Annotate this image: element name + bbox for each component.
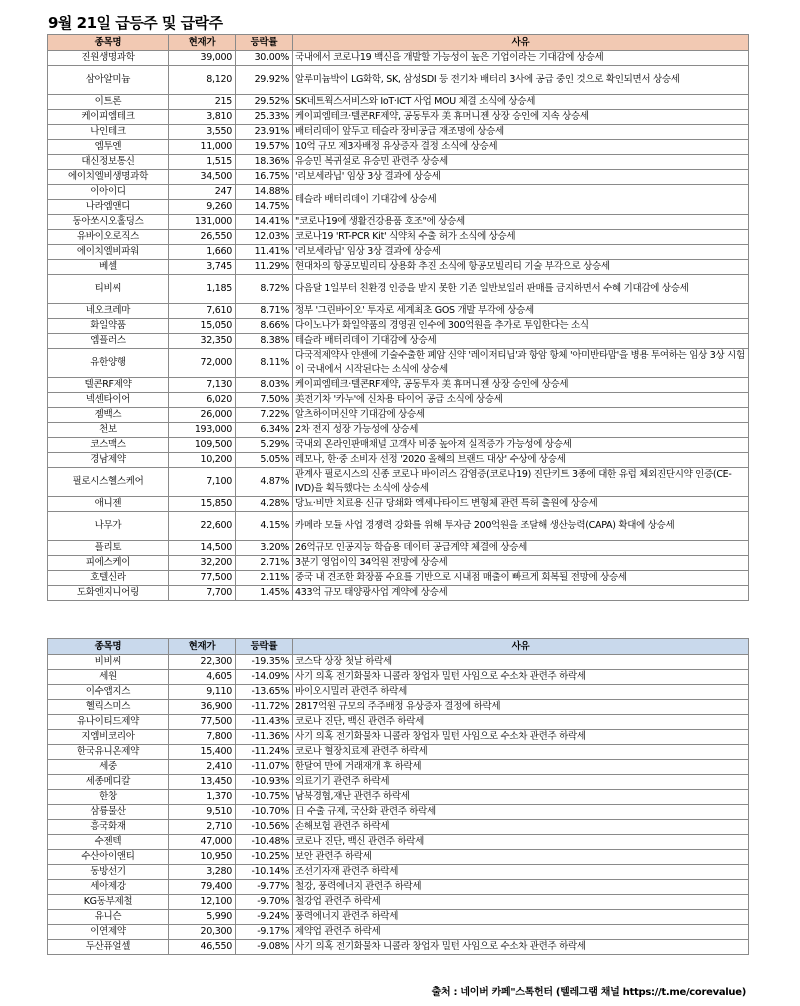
stock-price: 9,110 [169, 685, 236, 700]
stock-name: 텔콘RF제약 [48, 378, 169, 393]
stock-change: 11.41% [236, 245, 293, 260]
stock-reason: 코로나 진단, 백신 관련주 하락세 [293, 835, 749, 850]
stock-price: 3,550 [169, 125, 236, 140]
stock-reason: 보안 관련주 하락세 [293, 850, 749, 865]
stock-name: 필로시스헬스케어 [48, 468, 169, 497]
table-row [48, 850, 749, 865]
stock-price: 1,370 [169, 790, 236, 805]
table-row [48, 655, 749, 670]
table-row [48, 408, 749, 423]
stock-price: 131,000 [169, 215, 236, 230]
stock-name: KG동부제철 [48, 895, 169, 910]
stock-change: -9.70% [236, 895, 293, 910]
stock-change: 7.22% [236, 408, 293, 423]
stock-price: 247 [169, 185, 236, 200]
table-row [48, 125, 749, 140]
stock-price: 5,990 [169, 910, 236, 925]
stock-name: 두산퓨얼셀 [48, 940, 169, 955]
stock-price: 72,000 [169, 349, 236, 378]
stock-name: 수산아이앤티 [48, 850, 169, 865]
stock-change: 5.29% [236, 438, 293, 453]
table-row [48, 790, 749, 805]
stock-price: 15,850 [169, 497, 236, 512]
stock-name: 케이피엠테크 [48, 110, 169, 125]
stock-reason: '리보세라닙' 임상 3상 결과에 상승세 [293, 245, 749, 260]
stock-price: 77,500 [169, 571, 236, 586]
stock-name: 이아이디 [48, 185, 169, 200]
stock-change: -10.56% [236, 820, 293, 835]
stock-reason: 남북경협,재난 관련주 하락세 [293, 790, 749, 805]
stock-name: 동아쏘시오홀딩스 [48, 215, 169, 230]
stock-price: 7,800 [169, 730, 236, 745]
stock-reason: 관계사 필로시스의 신종 코로나 바이러스 감염증(코로나19) 진단키트 3종에 대한 유럽 체외진단시약 인증(CE-IVD)을 획득했다는 소식에 상승세 [293, 468, 749, 497]
header-reason: 사유 [293, 35, 749, 51]
stock-price: 20,300 [169, 925, 236, 940]
stock-name: 에이치엘비생명과학 [48, 170, 169, 185]
stock-reason: 제약업 관련주 하락세 [293, 925, 749, 940]
stock-name: 유나이티드제약 [48, 715, 169, 730]
table-row [48, 170, 749, 185]
stock-reason: 철강, 풍력에너지 관련주 하락세 [293, 880, 749, 895]
stock-reason: 433억 규모 태양광사업 계약에 상승세 [293, 586, 749, 601]
stock-price: 193,000 [169, 423, 236, 438]
stock-name: 이연제약 [48, 925, 169, 940]
stock-reason: 손해보험 관련주 하락세 [293, 820, 749, 835]
stock-reason: 조선기자재 관련주 하락세 [293, 865, 749, 880]
table-row [48, 925, 749, 940]
stock-change: 19.57% [236, 140, 293, 155]
stock-name: 도화엔지니어링 [48, 586, 169, 601]
table-row [48, 497, 749, 512]
table-row [48, 319, 749, 334]
stock-reason: 바이오시밀러 관련주 하락세 [293, 685, 749, 700]
table-row [48, 215, 749, 230]
table-row [48, 805, 749, 820]
table-row [48, 51, 749, 66]
stock-reason: 테슬라 배터리데이 기대감에 상승세 [293, 185, 749, 215]
table-row [48, 438, 749, 453]
stock-price: 46,550 [169, 940, 236, 955]
stock-reason: 26억규모 인공지능 학습용 데이터 공급계약 체결에 상승세 [293, 541, 749, 556]
stock-price: 7,610 [169, 304, 236, 319]
stock-change: 25.33% [236, 110, 293, 125]
stock-change: 23.91% [236, 125, 293, 140]
stock-change: 5.05% [236, 453, 293, 468]
stock-change: -14.09% [236, 670, 293, 685]
stock-name: 흥국화재 [48, 820, 169, 835]
table-row [48, 304, 749, 319]
table-row [48, 378, 749, 393]
stock-price: 13,450 [169, 775, 236, 790]
table-row [48, 880, 749, 895]
stock-reason: 사기 의혹 전기화물차 니콜라 창업자 밀턴 사임으로 수소차 관련주 하락세 [293, 670, 749, 685]
stock-name: 삼아알미늄 [48, 66, 169, 95]
falling-header-row [48, 639, 749, 655]
stock-reason: 코로나 진단, 백신 관련주 하락세 [293, 715, 749, 730]
table-row [48, 586, 749, 601]
stock-reason: 국내외 온라인판매채널 고객사 비중 높아져 실적증가 가능성에 상승세 [293, 438, 749, 453]
stock-price: 36,900 [169, 700, 236, 715]
stock-name: 호텔신라 [48, 571, 169, 586]
table-row [48, 940, 749, 955]
stock-price: 109,500 [169, 438, 236, 453]
table-row [48, 468, 749, 497]
stock-change: 8.72% [236, 275, 293, 304]
stock-price: 7,130 [169, 378, 236, 393]
stock-price: 15,050 [169, 319, 236, 334]
stock-price: 8,120 [169, 66, 236, 95]
stock-name: 천보 [48, 423, 169, 438]
table-row [48, 155, 749, 170]
stock-reason: 현대차의 항공모빌리티 상용화 추진 소식에 항공모빌리티 기술 부각으로 상승세 [293, 260, 749, 275]
table-row [48, 745, 749, 760]
stock-change: -13.65% [236, 685, 293, 700]
table-row [48, 910, 749, 925]
stock-price: 2,710 [169, 820, 236, 835]
stock-price: 6,020 [169, 393, 236, 408]
stock-name: 지엠비코리아 [48, 730, 169, 745]
stock-name: 유니슨 [48, 910, 169, 925]
table-row [48, 512, 749, 541]
stock-reason: 정부 '그린바이오' 투자로 세계최초 GOS 개발 부각에 상승세 [293, 304, 749, 319]
stock-name: 경남제약 [48, 453, 169, 468]
header-name: 종목명 [48, 639, 169, 655]
stock-reason: 사기 의혹 전기화물차 니콜라 창업자 밀턴 사임으로 수소차 관련주 하락세 [293, 940, 749, 955]
header-name: 종목명 [48, 35, 169, 51]
stock-reason: 사기 의혹 전기화물차 니콜라 창업자 밀턴 사임으로 수소차 관련주 하락세 [293, 730, 749, 745]
stock-name: 베셀 [48, 260, 169, 275]
stock-change: 1.45% [236, 586, 293, 601]
stock-change: 14.88% [236, 185, 293, 200]
stock-change: -9.77% [236, 880, 293, 895]
stock-price: 22,600 [169, 512, 236, 541]
table-row [48, 66, 749, 95]
stock-name: 세아제강 [48, 880, 169, 895]
stock-change: -10.48% [236, 835, 293, 850]
stock-reason: SK네트웍스서비스와 IoT·ICT 사업 MOU 체결 소식에 상승세 [293, 95, 749, 110]
stock-price: 39,000 [169, 51, 236, 66]
stock-price: 3,745 [169, 260, 236, 275]
table-row [48, 730, 749, 745]
stock-price: 4,605 [169, 670, 236, 685]
stock-name: 유바이오로직스 [48, 230, 169, 245]
stock-reason: 카메라 모듈 사업 경쟁력 강화를 위해 투자금 200억원을 조달해 생산능력(CAPA) 확대에 상승세 [293, 512, 749, 541]
stock-name: 진원생명과학 [48, 51, 169, 66]
stock-reason: 풍력에너지 관련주 하락세 [293, 910, 749, 925]
stock-change: 8.66% [236, 319, 293, 334]
stock-reason: 알츠하이머신약 기대감에 상승세 [293, 408, 749, 423]
stock-name: 네오크레마 [48, 304, 169, 319]
header-reason: 사유 [293, 639, 749, 655]
stock-reason: 테슬라 배터리데이 기대감에 상승세 [293, 334, 749, 349]
stock-reason: 레모나, 한·중 소비자 선정 '2020 올해의 브랜드 대상' 수상에 상승세 [293, 453, 749, 468]
stock-change: -10.70% [236, 805, 293, 820]
stock-reason: 한달여 만에 거래재개 후 하락세 [293, 760, 749, 775]
stock-name: 수젠텍 [48, 835, 169, 850]
stock-name: 비비씨 [48, 655, 169, 670]
stock-change: 4.28% [236, 497, 293, 512]
stock-name: 이수앱지스 [48, 685, 169, 700]
stock-price: 26,550 [169, 230, 236, 245]
table-row [48, 110, 749, 125]
stock-name: 한창 [48, 790, 169, 805]
stock-price: 32,350 [169, 334, 236, 349]
stock-name: 헬릭스미스 [48, 700, 169, 715]
stock-name: 넥센타이어 [48, 393, 169, 408]
stock-change: -9.24% [236, 910, 293, 925]
stock-change: 16.75% [236, 170, 293, 185]
table-row [48, 760, 749, 775]
stock-reason: 알루미늄박이 LG화학, SK, 삼성SDI 등 전기차 배터리 3사에 공급 중인 것으로 확인되면서 상승세 [293, 66, 749, 95]
stock-price: 15,400 [169, 745, 236, 760]
stock-price: 1,660 [169, 245, 236, 260]
stock-change: -11.24% [236, 745, 293, 760]
stock-change: -9.08% [236, 940, 293, 955]
stock-change: -11.72% [236, 700, 293, 715]
stock-name: 세종메디칼 [48, 775, 169, 790]
stock-change: 8.03% [236, 378, 293, 393]
table-row [48, 685, 749, 700]
stock-change: -11.07% [236, 760, 293, 775]
table-row [48, 140, 749, 155]
stock-price: 12,100 [169, 895, 236, 910]
stock-reason: 배터리데이 앞두고 테슬라 장비공급 재조명에 상승세 [293, 125, 749, 140]
table-row [48, 349, 749, 378]
stock-name: 화일약품 [48, 319, 169, 334]
stock-change: -19.35% [236, 655, 293, 670]
stock-price: 10,200 [169, 453, 236, 468]
stock-reason: 코로나 혈장치료제 관련주 하락세 [293, 745, 749, 760]
stock-reason: 日 수출 규제, 국산화 관련주 하락세 [293, 805, 749, 820]
stock-price: 7,100 [169, 468, 236, 497]
table-row [48, 835, 749, 850]
stock-change: 11.29% [236, 260, 293, 275]
stock-price: 215 [169, 95, 236, 110]
stock-reason: 당뇨·비만 치료용 신규 당쇄화 엑세나타이드 변형체 관련 특허 출원에 상승세 [293, 497, 749, 512]
stock-price: 34,500 [169, 170, 236, 185]
stock-name: 한국유니온제약 [48, 745, 169, 760]
stock-reason: 코스닥 상장 첫날 하락세 [293, 655, 749, 670]
table-row [48, 185, 749, 200]
stock-change: 6.34% [236, 423, 293, 438]
stock-price: 3,280 [169, 865, 236, 880]
table-row [48, 393, 749, 408]
stock-price: 9,510 [169, 805, 236, 820]
stock-price: 9,260 [169, 200, 236, 215]
table-row [48, 556, 749, 571]
stock-reason: 의료기기 관련주 하락세 [293, 775, 749, 790]
stock-name: 삼륭물산 [48, 805, 169, 820]
stock-change: 29.52% [236, 95, 293, 110]
stock-reason: 2차 전지 성장 가능성에 상승세 [293, 423, 749, 438]
stock-name: 엠투엔 [48, 140, 169, 155]
stock-price: 47,000 [169, 835, 236, 850]
table-row [48, 453, 749, 468]
stock-change: 4.15% [236, 512, 293, 541]
stock-change: -11.36% [236, 730, 293, 745]
table-row [48, 230, 749, 245]
stock-name: 대신정보통신 [48, 155, 169, 170]
header-price: 현재가 [169, 639, 236, 655]
stock-name: 애니젠 [48, 497, 169, 512]
stock-price: 1,515 [169, 155, 236, 170]
table-row [48, 275, 749, 304]
stock-name: 젬백스 [48, 408, 169, 423]
table-row [48, 670, 749, 685]
stock-change: 30.00% [236, 51, 293, 66]
stock-change: 2.71% [236, 556, 293, 571]
stock-name: 나라엠앤디 [48, 200, 169, 215]
header-price: 현재가 [169, 35, 236, 51]
stock-reason: 다음달 1일부터 친환경 인증을 받지 못한 기존 일반보일러 판매를 금지하면서 수혜 기대감에 상승세 [293, 275, 749, 304]
stock-price: 26,000 [169, 408, 236, 423]
stock-reason: 유승민 복귀설로 유승민 관련주 상승세 [293, 155, 749, 170]
stock-name: 코스맥스 [48, 438, 169, 453]
stock-price: 2,410 [169, 760, 236, 775]
table-row [48, 423, 749, 438]
stock-change: -9.17% [236, 925, 293, 940]
table-row [48, 245, 749, 260]
stock-reason: 美전기차 '카누'에 신차용 타이어 공급 소식에 상승세 [293, 393, 749, 408]
stock-reason: 케이피엠테크·텔콘RF제약, 공동투자 美 휴머니젠 상장 승인에 지속 상승세 [293, 110, 749, 125]
stock-reason: '리보세라닙' 임상 3상 결과에 상승세 [293, 170, 749, 185]
stock-price: 11,000 [169, 140, 236, 155]
table-row [48, 820, 749, 835]
stock-change: 3.20% [236, 541, 293, 556]
stock-price: 22,300 [169, 655, 236, 670]
stock-change: 2.11% [236, 571, 293, 586]
stock-price: 14,500 [169, 541, 236, 556]
stock-name: 피에스케이 [48, 556, 169, 571]
stock-reason: 중국 내 견조한 화장품 수요를 기반으로 시내점 매출이 빠르게 회복될 전망에 상승세 [293, 571, 749, 586]
stock-name: 세원 [48, 670, 169, 685]
stock-name: 유한양행 [48, 349, 169, 378]
stock-name: 플리토 [48, 541, 169, 556]
stock-change: -10.75% [236, 790, 293, 805]
source-note: 출처 : 네이버 카페"스톡헌터 (텔레그램 채널 https://t.me/corevalue) [431, 987, 746, 998]
stock-name: 티비씨 [48, 275, 169, 304]
table-row [48, 334, 749, 349]
table-row [48, 865, 749, 880]
stock-reason: 철강업 관련주 하락세 [293, 895, 749, 910]
stock-reason: 2817억원 규모의 주주배정 유상증자 결정에 하락세 [293, 700, 749, 715]
stock-reason: 3분기 영업이익 34억원 전망에 상승세 [293, 556, 749, 571]
stock-change: 8.71% [236, 304, 293, 319]
header-change: 등락률 [236, 35, 293, 51]
page-title: 9월 21일 급등주 및 급락주 [48, 14, 223, 32]
stock-change: 12.03% [236, 230, 293, 245]
stock-name: 엠플러스 [48, 334, 169, 349]
stock-reason: 다국적제약사 얀센에 기술수출한 폐암 신약 '레이저티닙'과 항암 항체 '아미반타맙'을 병용 투여하는 임상 3상 시험이 국내에서 시작된다는 소식에 상승세 [293, 349, 749, 378]
stock-price: 10,950 [169, 850, 236, 865]
header-change: 등락률 [236, 639, 293, 655]
stock-change: 4.87% [236, 468, 293, 497]
table-row [48, 541, 749, 556]
stock-price: 32,200 [169, 556, 236, 571]
stock-reason: 국내에서 코로나19 백신을 개발할 가능성이 높은 기업이라는 기대감에 상승세 [293, 51, 749, 66]
stock-reason: "코로나19에 생활건강용품 호조"에 상승세 [293, 215, 749, 230]
stock-change: -10.25% [236, 850, 293, 865]
rising-header-row [48, 35, 749, 51]
rising-stocks-table [47, 34, 749, 601]
table-row [48, 260, 749, 275]
table-row [48, 571, 749, 586]
stock-name: 에이치엘비파워 [48, 245, 169, 260]
table-row [48, 700, 749, 715]
stock-price: 77,500 [169, 715, 236, 730]
stock-price: 3,810 [169, 110, 236, 125]
stock-reason: 10억 규모 제3자배정 유상증자 결정 소식에 상승세 [293, 140, 749, 155]
stock-reason: 케이피엠테크·텔콘RF제약, 공동투자 美 휴머니젠 상장 승인에 상승세 [293, 378, 749, 393]
table-row [48, 715, 749, 730]
stock-name: 세중 [48, 760, 169, 775]
stock-change: -10.14% [236, 865, 293, 880]
stock-name: 이트론 [48, 95, 169, 110]
stock-change: 29.92% [236, 66, 293, 95]
stock-price: 79,400 [169, 880, 236, 895]
stock-price: 1,185 [169, 275, 236, 304]
stock-reason: 다이노나가 화일약품의 경영권 인수에 300억원을 추가로 투입한다는 소식 [293, 319, 749, 334]
stock-change: 7.50% [236, 393, 293, 408]
table-row [48, 895, 749, 910]
stock-name: 동방선기 [48, 865, 169, 880]
table-row [48, 775, 749, 790]
stock-change: -10.93% [236, 775, 293, 790]
stock-name: 나무가 [48, 512, 169, 541]
stock-change: 8.38% [236, 334, 293, 349]
stock-change: 18.36% [236, 155, 293, 170]
stock-change: -11.43% [236, 715, 293, 730]
stock-price: 7,700 [169, 586, 236, 601]
stock-change: 14.75% [236, 200, 293, 215]
stock-name: 나인테크 [48, 125, 169, 140]
stock-change: 14.41% [236, 215, 293, 230]
falling-stocks-table [47, 638, 749, 955]
stock-change: 8.11% [236, 349, 293, 378]
stock-reason: 코로나19 'RT-PCR Kit' 식약처 수출 허가 소식에 상승세 [293, 230, 749, 245]
table-row [48, 95, 749, 110]
